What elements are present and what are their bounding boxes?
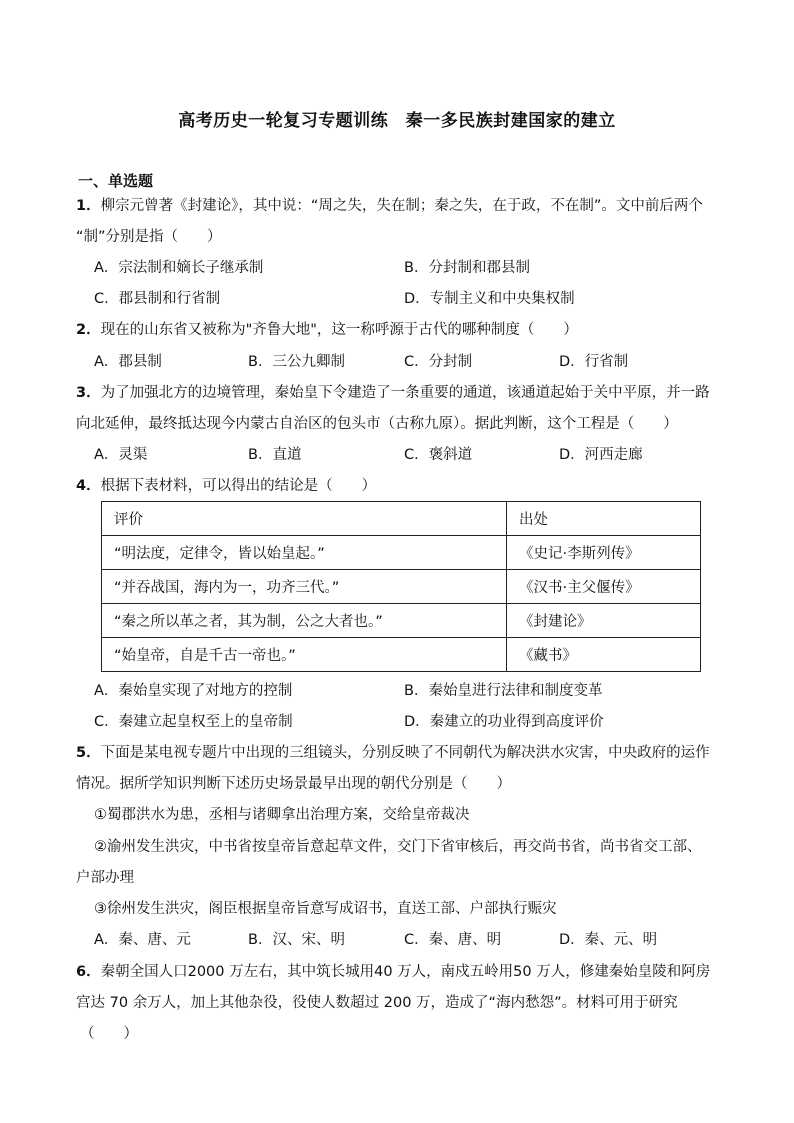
question-5-stem [76,743,710,763]
q2-option-a[interactable]: A．郡县制 [94,354,162,370]
q4-option-b[interactable]: B．秦始皇进行法律和制度变革 [404,683,603,699]
question-6-stem [76,962,710,982]
q4-option-a[interactable]: A．秦始皇实现了对地方的控制 [94,683,293,699]
table-header-cell: 出处 [507,502,701,536]
question-4-stem [76,476,376,496]
question-text: 柳宗元曾著《封建论》，其中说：“周之失，失在制；秦之失，在于政，不在制”。文中前后两个 [100,198,703,214]
question-6-stem-cont: 宫达 70 余万人，加上其他杂役，役使人数超过 200 万，造成了“海内愁怨”。材料可用于研究 [76,995,678,1011]
table-cell: 《藏书》 [507,638,701,672]
table-cell: 《汉书·主父偃传》 [507,570,701,604]
table-header-cell: 评价 [102,502,507,536]
question-2-stem [76,320,578,340]
q5-scenario-2-cont: 户部办理 [76,870,134,886]
question-number: 2． [76,322,101,338]
q4-option-c[interactable]: C．秦建立起皇权至上的皇帝制 [94,714,293,730]
q3-option-d[interactable]: D．河西走廊 [559,447,643,463]
table-row [102,638,701,672]
question-3-stem-cont: 向北延伸，最终抵达现今内蒙古自治区的包头市（古称九原）。据此判断，这个工程是（ ） [76,416,678,432]
table-header-row [102,502,701,536]
question-text: 现在的山东省又被称为"齐鲁大地"，这一称呼源于古代的哪种制度（ ） [100,322,578,338]
question-text: 根据下表材料，可以得出的结论是（ ） [100,478,377,494]
question-number: 1． [76,198,101,214]
question-1-stem-cont: “制”分别是指（ ） [76,229,222,245]
table-row [102,570,701,604]
question-3-stem [76,383,710,403]
q5-scenario-3: ③徐州发生洪灾，阁臣根据皇帝旨意写成诏书，直送工部、户部执行赈灾 [94,901,557,917]
question-6-answer-blank: （ ） [80,1026,138,1042]
q5-option-d[interactable]: D．秦、元、明 [559,932,658,948]
table-cell: “秦之所以革之者，其为制，公之大者也。” [102,604,507,638]
section-heading: 一、单选题 [78,172,154,190]
table-cell: “始皇帝，自是千古一帝也。” [102,638,507,672]
table-row [102,536,701,570]
q5-scenario-2: ②渝州发生洪灾，中书省按皇帝旨意起草文件，交门下省审核后，再交尚书省，尚书省交工部、 [94,839,702,855]
table-cell: “明法度，定律令，皆以始皇起。” [102,536,507,570]
q1-option-d[interactable]: D．专制主义和中央集权制 [404,291,575,307]
question-number: 6． [76,964,101,980]
q5-option-c[interactable]: C．秦、唐、明 [404,932,502,948]
question-number: 4． [76,478,101,494]
q2-option-c[interactable]: C．分封制 [404,354,473,370]
table-row [102,604,701,638]
q3-option-a[interactable]: A．灵渠 [94,447,148,463]
question-text: 秦朝全国人口2000 万左右，其中筑长城用40 万人，南戍五岭用50 万人，修建秦始皇陵和阿房 [100,964,711,980]
source-table [101,501,701,672]
q4-option-d[interactable]: D．秦建立的功业得到高度评价 [404,714,604,730]
question-number: 5． [76,745,101,761]
table-cell: “并吞战国，海内为一，功齐三代。” [102,570,507,604]
question-1-stem [76,196,703,216]
q3-option-b[interactable]: B．直道 [248,447,302,463]
q5-scenario-1: ①蜀郡洪水为患，丞相与诸卿拿出治理方案，交给皇帝裁决 [94,807,470,823]
q5-option-a[interactable]: A．秦、唐、元 [94,932,191,948]
table-cell: 《史记·李斯列传》 [507,536,701,570]
question-text: 为了加强北方的边境管理，秦始皇下令建造了一条重要的通道，该通道起始于关中平原，并一路 [100,385,710,401]
question-number: 3． [76,385,101,401]
table-cell: 《封建论》 [507,604,701,638]
q3-option-c[interactable]: C．褒斜道 [404,447,473,463]
q5-option-b[interactable]: B．汉、宋、明 [248,932,345,948]
q2-option-d[interactable]: D．行省制 [559,354,629,370]
document-title: 高考历史一轮复习专题训练 秦一多民族封建国家的建立 [178,111,616,131]
q2-option-b[interactable]: B．三公九卿制 [248,354,345,370]
q1-option-c[interactable]: C．郡县制和行省制 [94,291,221,307]
question-5-stem-cont: 情况。据所学知识判断下述历史场景最早出现的朝代分别是（ ） [76,776,511,792]
q1-option-a[interactable]: A．宗法制和嫡长子继承制 [94,260,264,276]
question-text: 下面是某电视专题片中出现的三组镜头，分别反映了不同朝代为解决洪水灾害，中央政府的运作 [100,745,710,761]
q1-option-b[interactable]: B．分封制和郡县制 [404,260,530,276]
